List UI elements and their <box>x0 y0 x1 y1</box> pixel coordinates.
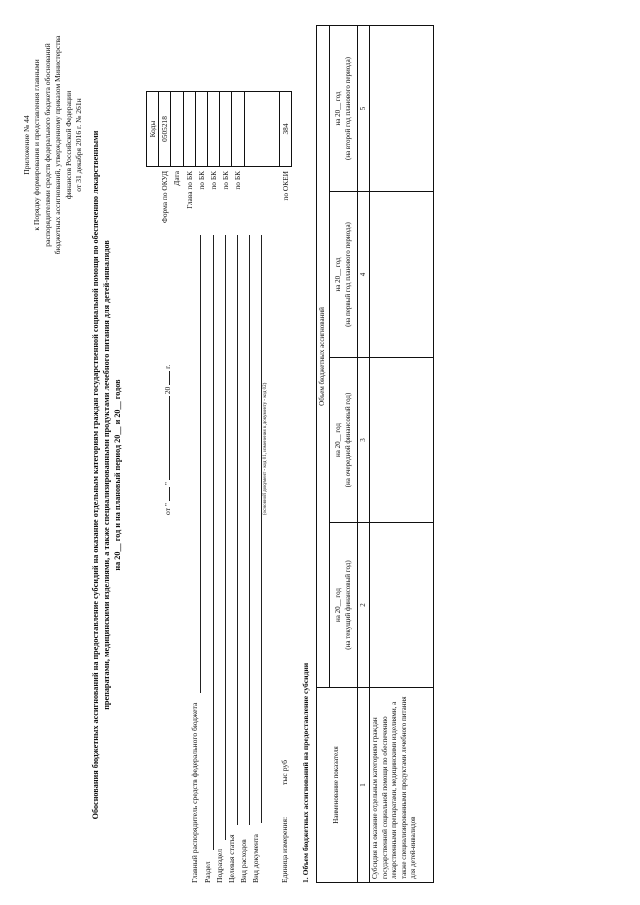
field-glavny: Главный распорядитель средств федерального бюджета <box>190 702 199 883</box>
allocations-table <box>316 25 434 883</box>
unit-value: тыс руб <box>280 760 289 785</box>
appendix-number: Приложение № 44 <box>22 115 31 175</box>
code-label: по ОКЕИ <box>280 170 290 201</box>
header-group: Объем бюджетных ассигнований <box>317 25 330 687</box>
code-razdel[interactable] <box>195 91 207 166</box>
row-subsidy-label: Субсидия на оказание отдельным категориям граждан государственной социальной помощи по обеспечению лекарственными препаратами, медицинскими изделиями, а также специализированными продуктами лечебного питания для детей-инвалидов <box>370 688 434 883</box>
title-line: на 20__ год и на плановый период 20__ и 20__ годов <box>113 379 122 571</box>
header-year-current <box>330 523 358 688</box>
cell-value-current[interactable] <box>370 523 434 688</box>
appendix-date: от 31 декабря 2016 г. № 261н <box>74 98 84 192</box>
field-celevaya: Целевая статья <box>227 834 236 883</box>
header-year-plan2 <box>330 25 358 191</box>
code-podrazdel[interactable] <box>207 91 219 166</box>
field-vid-dokumenta: Вид документа <box>251 834 260 883</box>
year-label: на 20__ год <box>334 588 343 622</box>
header-year-next <box>330 358 358 523</box>
code-label: по БК <box>233 170 243 190</box>
title-line: Обоснования бюджетных ассигнований на предоставление субсидий на оказание отдельным категориям граждан государственной социальной помощи по обеспечению лекарственными <box>91 130 100 820</box>
field-line[interactable] <box>225 235 226 840</box>
field-vid-rashodov: Вид расходов <box>239 839 248 883</box>
cell-value-plan2[interactable] <box>370 25 434 191</box>
codes-table <box>146 91 292 225</box>
date-from: от " <box>163 502 172 515</box>
column-number: 1 <box>358 688 370 883</box>
year-sub: (на первый год планового периода) <box>343 222 352 327</box>
code-date[interactable] <box>171 91 183 166</box>
code-label: Форма по ОКУД <box>160 170 170 223</box>
appendix-line: финансов Российской Федерации <box>63 90 73 200</box>
field-line[interactable] <box>261 235 262 823</box>
code-okei: 384 <box>279 91 291 166</box>
code-label <box>244 166 279 225</box>
field-podrazdel: Подраздел <box>215 849 224 883</box>
date-line <box>163 365 172 515</box>
code-vid-rashodov[interactable] <box>232 91 244 166</box>
doc-note: (основной документ - код 01, изменения к документу - код 02) <box>263 382 268 515</box>
code-label: Дата <box>172 170 182 186</box>
date-suffix: г. <box>163 364 172 369</box>
cell-value-next[interactable] <box>370 358 434 523</box>
date-quote: " <box>163 482 172 486</box>
appendix-line: к Порядку формирования и представления главными <box>32 59 42 231</box>
code-glava[interactable] <box>183 91 195 166</box>
code-label: по БК <box>209 170 219 190</box>
title-line: препаратами, медицинскими изделиями, а также специализированными продуктами лечебного питания для детей-инвалидов <box>102 240 111 710</box>
header-year-plan1 <box>330 192 358 358</box>
appendix-header <box>22 25 84 265</box>
year-label: на 20__ год <box>334 91 343 126</box>
codes-header: Коды <box>147 91 159 166</box>
code-label: Глава по БК <box>184 170 194 209</box>
column-number: 4 <box>358 192 370 358</box>
appendix-line: бюджетных ассигнований, утвержденному приказом Министерства <box>53 35 63 255</box>
code-label: по БК <box>196 170 206 190</box>
year-label: на 20__ год <box>334 257 343 292</box>
code-okud: 0505218 <box>159 91 171 166</box>
unit-label: Единица измерения: <box>280 816 289 883</box>
header-indicator: Наименование показателя <box>317 688 358 883</box>
field-line[interactable] <box>200 235 201 693</box>
appendix-line: распорядителями средств федерального бюджета обоснований <box>42 43 52 247</box>
year-sub: (на очередной финансовый год) <box>343 392 352 488</box>
cell-value-plan1[interactable] <box>370 192 434 358</box>
field-line[interactable] <box>249 235 250 825</box>
field-line[interactable] <box>237 235 238 825</box>
code-label: по БК <box>221 170 231 190</box>
year-label: на 20__ год <box>334 423 343 457</box>
code-celevaya[interactable] <box>220 91 232 166</box>
year-sub: (на второй год планового периода) <box>343 56 352 161</box>
column-number: 5 <box>358 25 370 191</box>
date-year: 20 <box>163 386 172 395</box>
column-number: 2 <box>358 523 370 688</box>
field-line[interactable] <box>213 235 214 850</box>
section-heading: 1. Объем бюджетных ассигнований на предоставление субсидии <box>301 662 310 883</box>
document-title <box>90 65 123 885</box>
field-razdel: Раздел <box>203 861 212 883</box>
year-sub: (на текущий финансовый год) <box>343 560 352 650</box>
code-vid-dokumenta[interactable] <box>244 91 279 166</box>
column-number: 3 <box>358 358 370 523</box>
